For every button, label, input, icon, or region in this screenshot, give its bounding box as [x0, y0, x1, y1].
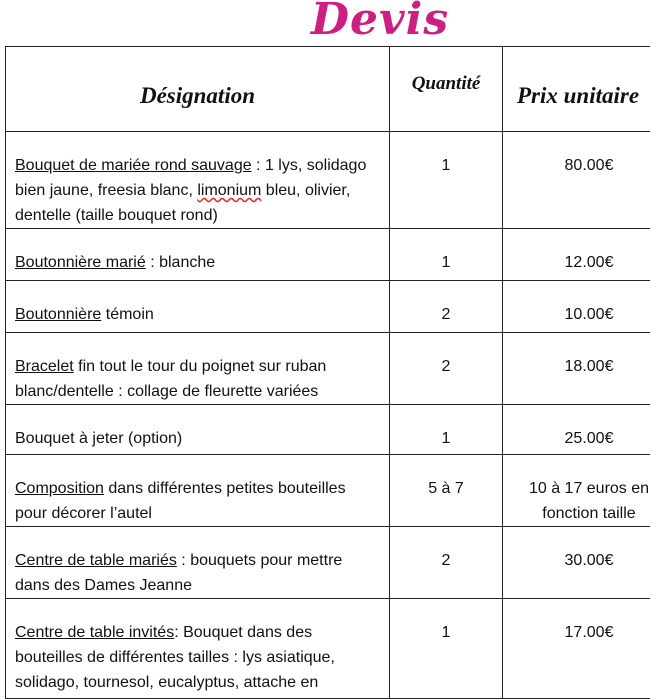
row-quantity: 1 [390, 599, 503, 699]
item-name: Composition [15, 480, 104, 497]
item-detail: témoin [101, 306, 153, 323]
item-detail: : bouquets pour mettre dans des Dames Jeanne [15, 552, 342, 594]
item-name: Centre de table invités [15, 624, 174, 641]
item-detail-misspelled: limonium [197, 182, 261, 199]
row-quantity: 5 à 7 [390, 455, 503, 527]
row-price: 80.00€ [503, 132, 650, 229]
unit-price-header: Prix unitaire [503, 47, 650, 132]
table-header-row [6, 47, 650, 132]
row-quantity: 1 [390, 405, 503, 455]
row-designation [6, 527, 390, 599]
item-name: Centre de table mariés [15, 552, 177, 569]
table-row [6, 405, 650, 455]
row-quantity: 2 [390, 527, 503, 599]
item-detail: fin tout le tour du poignet sur ruban blanc/dentelle : collage de fleurette variées [15, 358, 326, 400]
row-designation [6, 333, 390, 405]
row-price: 30.00€ [503, 527, 650, 599]
table-row [6, 229, 650, 281]
row-quantity: 2 [390, 333, 503, 405]
item-name: Bracelet [15, 358, 74, 375]
table-row [6, 333, 650, 405]
table-row [6, 132, 650, 229]
item-name: Boutonnière marié [15, 254, 146, 271]
page-title: Devis [0, 0, 650, 46]
quote-table [5, 46, 650, 699]
row-price: 10 à 17 euros en fonction taille [503, 455, 650, 527]
item-detail: : blanche [146, 254, 215, 271]
item-name: Bouquet de mariée rond sauvage [15, 157, 252, 174]
row-price: 25.00€ [503, 405, 650, 455]
quantity-header: Quantité [390, 47, 503, 132]
row-designation [6, 281, 390, 333]
item-detail: : 1 lys, solidago bien jaune, freesia blanc, [15, 157, 366, 199]
row-quantity: 1 [390, 132, 503, 229]
item-detail: bleu, olivier, dentelle (taille bouquet rond) [15, 182, 350, 224]
row-designation [6, 229, 390, 281]
row-designation [6, 455, 390, 527]
table-row [6, 455, 650, 527]
row-quantity: 2 [390, 281, 503, 333]
item-detail: dans différentes petites bouteilles pour décorer l’autel [15, 480, 346, 522]
row-designation [6, 599, 390, 699]
row-designation [6, 132, 390, 229]
row-price: 17.00€ [503, 599, 650, 699]
designation-header: Désignation [6, 47, 390, 132]
item-name: Boutonnière [15, 306, 101, 323]
row-quantity: 1 [390, 229, 503, 281]
row-price: 12.00€ [503, 229, 650, 281]
row-designation: Bouquet à jeter (option) [6, 405, 390, 455]
table-row [6, 599, 650, 699]
row-price: 10.00€ [503, 281, 650, 333]
row-price: 18.00€ [503, 333, 650, 405]
table-row [6, 281, 650, 333]
table-row [6, 527, 650, 599]
item-detail: : Bouquet dans des bouteilles de différentes tailles : lys asiatique, solidago, tournesol, eucalyptus, attache en [15, 624, 335, 691]
